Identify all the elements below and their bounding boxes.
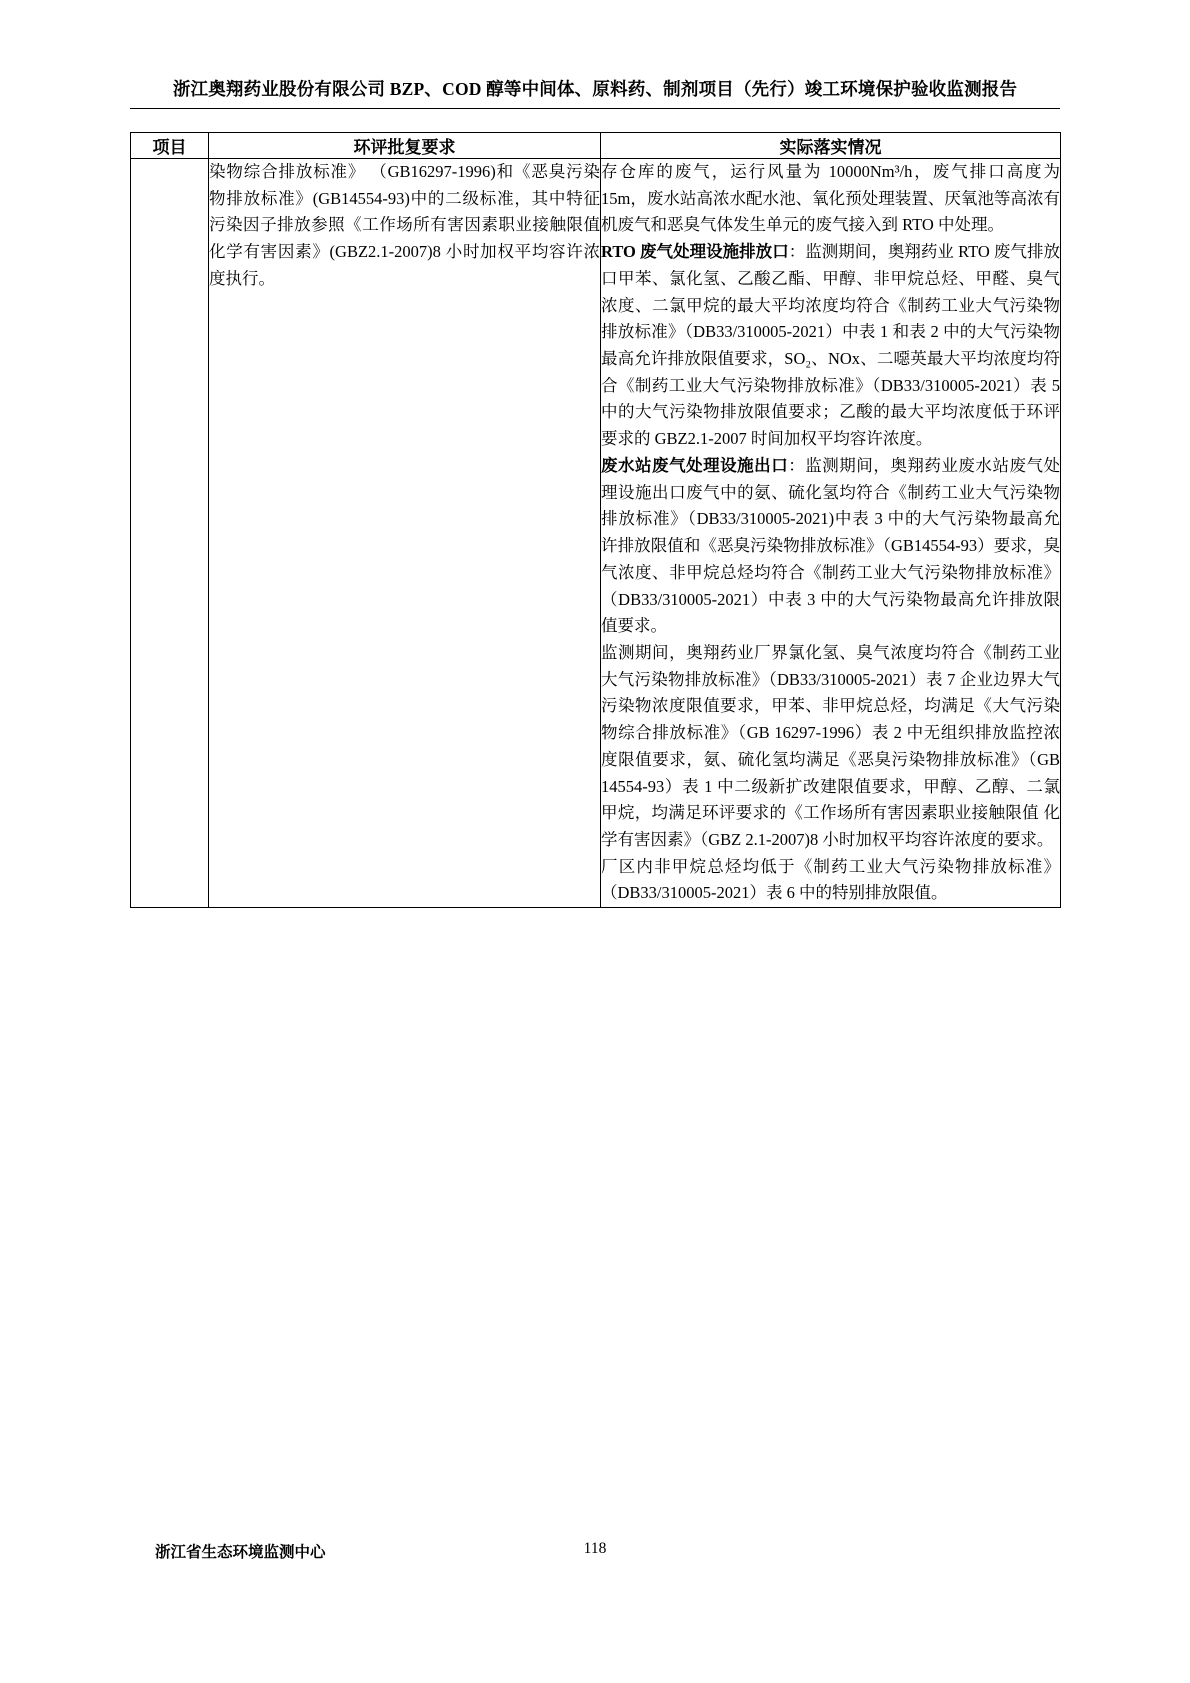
impl-bold-2: RTO 废气处理设施排放口 (601, 242, 789, 262)
cell-implementation (601, 159, 1061, 908)
impl-paragraph-2 (601, 239, 1060, 453)
column-header-implementation: 实际落实情况 (601, 133, 1061, 159)
requirements-table (130, 132, 1061, 908)
page-header: 浙江奥翔药业股份有限公司 BZP、COD 醇等中间体、原料药、制剂项目（先行）竣工环境保护验收监测报告 (172, 79, 1018, 99)
column-header-ea-requirement: 环评批复要求 (209, 133, 601, 159)
impl-text-1: 存仓库的废气，运行风量为 10000Nm³/h，废气排口高度为 15m，废水站高浓水配水池、氧化预处理装置、厌氧池等高浓有机废气和恶臭气体发生单元的废气接入到 RTO 中处理。 (601, 162, 1060, 235)
column-header-project: 项目 (131, 133, 209, 159)
impl-text-3: ：监测期间，奥翔药业废水站废气处理设施出口废气中的氨、硫化氢均符合《制药工业大气污染物排放标准》（DB33/310005-2021)中表 3 中的大气污染物最高允许排放限值和《恶臭污染物排放标准》（GB14554-93）要求，臭气浓度、非甲烷总烃均符合《制药工业大气污染物排放标准》（DB33/310005-2021）中表 3 中的大气污染物最高允许排放限值要求。 (601, 455, 1061, 636)
impl-paragraph-4 (601, 640, 1060, 854)
ea-paragraph: 染物综合排放标准》 （GB16297-1996)和《恶臭污染物排放标准》(GB14554-93)中的二级标准，其中特征污染因子排放参照《工作场所有害因素职业接触限值 化学有害因素》(GBZ2.1-2007)8 小时加权平均容许浓度执行。 (209, 162, 600, 288)
footer-page-number: 118 (583, 1540, 607, 1557)
impl-text-5: 厂区内非甲烷总烃均低于《制药工业大气污染物排放标准》（DB33/310005-2021）表 6 中的特别排放限值。 (601, 856, 1060, 903)
table-header-row (131, 133, 1061, 159)
impl-text-2: ：监测期间，奥翔药业 RTO 废气排放口甲苯、氯化氢、乙酸乙酯、甲醇、非甲烷总烃、甲醛、臭气浓度、二氯甲烷的最大平均浓度均符合《制药工业大气污染物排放标准》（DB33/310005-2021）中表 1 和表 2 中的大气污染物最高允许排放限值要求，SO₂、NOx、二噁英最大平均浓度均符合《制药工业大气污染物排放标准》（DB33/310005-2021）表 5 中的大气污染物排放限值要求；乙酸的最大平均浓度低于环评要求的 GBZ2.1-2007 时间加权平均容许浓度。 (601, 242, 1060, 449)
impl-paragraph-1 (601, 159, 1060, 239)
cell-project (131, 159, 209, 908)
impl-paragraph-3 (601, 453, 1060, 640)
footer-organization: 浙江省生态环境监测中心 (155, 1544, 326, 1561)
impl-paragraph-5 (601, 854, 1060, 907)
cell-ea-requirement (209, 159, 601, 908)
table-row (131, 159, 1061, 908)
impl-bold-3: 废水站废气处理设施出口 (601, 455, 789, 475)
header-divider (130, 108, 1060, 109)
impl-text-4: 监测期间，奥翔药业厂界氯化氢、臭气浓度均符合《制药工业大气污染物排放标准》（DB33/310005-2021）表 7 企业边界大气污染物浓度限值要求，甲苯、非甲烷总烃，均满足《大气污染物综合排放标准》（GB 16297-1996）表 2 中无组织排放监控浓度限值要求，氨、硫化氢均满足《恶臭污染物排放标准》（GB 14554-93）表 1 中二级新扩改建限值要求，甲醇、乙醇、二氯甲烷，均满足环评要求的《工作场所有害因素职业接触限值 化学有害因素》（GBZ 2.1-2007)8 小时加权平均容许浓度的要求。 (601, 642, 1060, 849)
